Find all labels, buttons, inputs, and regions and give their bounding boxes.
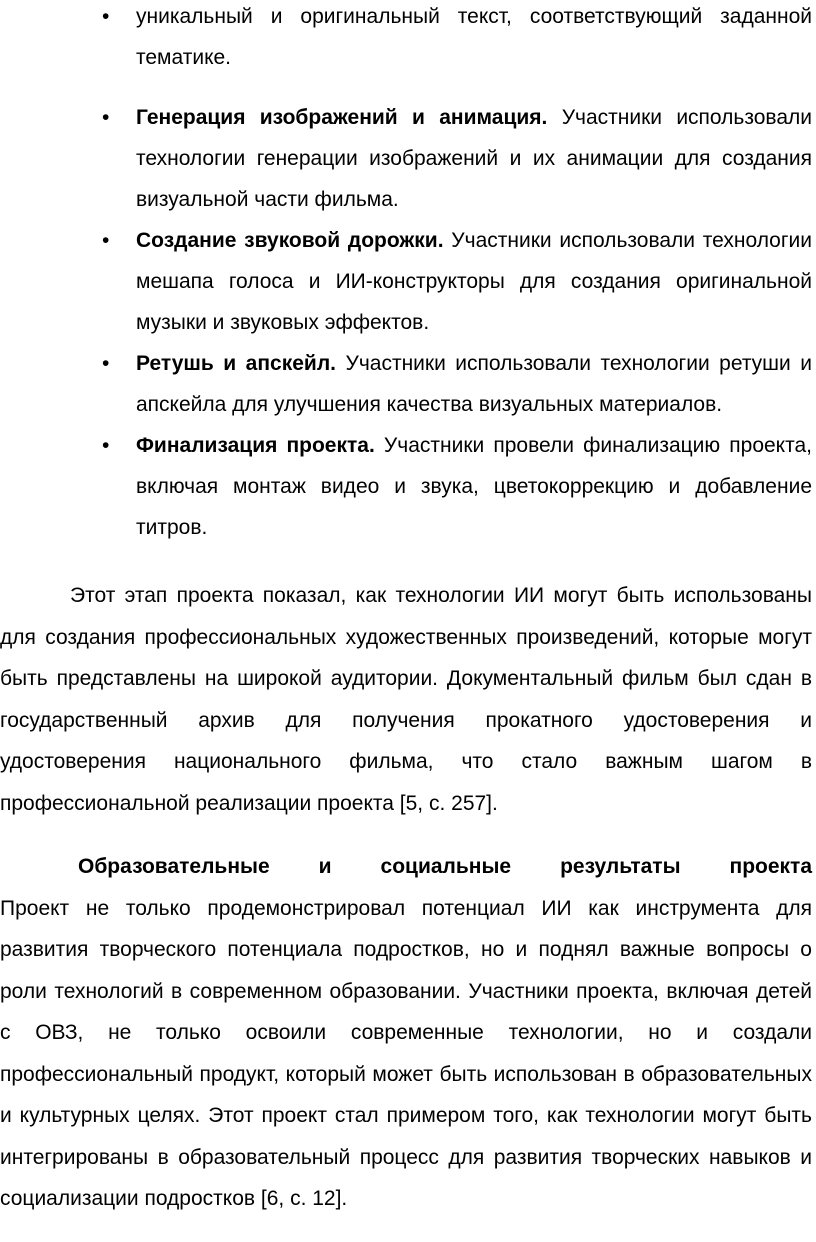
bullet-bold-lead: Финализация проекта.	[136, 434, 375, 457]
bullet-marker: •	[102, 352, 110, 375]
bullet-item-finalization	[102, 425, 813, 548]
bullet-text: уникальный и оригинальный текст, соответствующий заданной тематике.	[136, 5, 812, 69]
paragraph-body: Проект не только продемонстрировал потенциал ИИ как инструмента для развития творческого потенциала подростков, но и поднял важные вопросы о роли технологий в современном образовании. Участники проекта, включая детей с ОВЗ, не только освоили современные технологии, но и создали профессиональный продукт, который может быть использован в образовательных и культурных целях. Этот проект стал примером того, как технологии могут быть интегрированы в образовательный процесс для развития творческих навыков и социализации подростков [6, с. 12].	[0, 896, 812, 1210]
bullet-bold-lead: Ретушь и апскейл.	[136, 352, 336, 375]
bullet-marker: •	[102, 229, 110, 252]
bullet-item-soundtrack	[102, 220, 812, 343]
bullet-item-retouch-upscale	[102, 343, 812, 425]
bullet-item-unique-text	[102, 0, 812, 78]
bullet-list	[0, 0, 816, 548]
bullet-text: Участники использовали технологии мешапа голоса и ИИ-конструкторы для создания оригинальной музыки и звуковых эффектов.	[136, 229, 812, 334]
bullet-text: Участники провели финализацию проекта, включая монтаж видео и звука, цветокоррекцию и добавление титров.	[136, 434, 813, 539]
bullet-bold-lead: Генерация изображений и анимация.	[136, 106, 548, 129]
bullet-bold-lead: Создание звуковой дорожки.	[136, 229, 444, 252]
bullet-marker: •	[102, 434, 110, 457]
section-heading: Образовательные и социальные результаты проекта	[78, 855, 812, 878]
bullet-text: Участники использовали технологии ретуши и апскейла для улучшения качества визуальных материалов.	[136, 352, 812, 416]
bullet-text: Участники использовали технологии генерации изображений и их анимации для создания визуальной части фильма.	[136, 106, 813, 211]
paragraph-educational-results	[0, 846, 812, 1220]
bullet-item-image-generation	[102, 97, 813, 220]
bullet-marker: •	[102, 106, 110, 129]
bullet-marker: •	[102, 5, 110, 28]
paragraph-project-stage: Этот этап проекта показал, как технологии ИИ могут быть использованы для создания профессиональных художественных произведений, которые могут быть представлены на широкой аудитории. Документальный фильм был сдан в государственный архив для получения прокатного удостоверения и удостоверения национального фильма, что стало важным шагом в профессиональной реализации проекта [5, с. 257].	[0, 584, 812, 815]
